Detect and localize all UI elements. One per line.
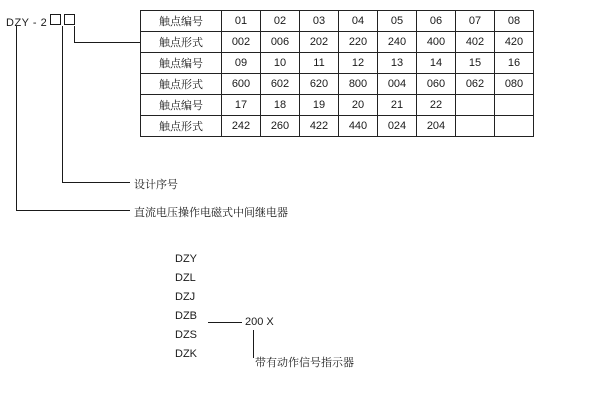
table-cell: 12 bbox=[339, 53, 378, 74]
table-cell bbox=[495, 116, 534, 137]
table-cell: 10 bbox=[261, 53, 300, 74]
leader-line-box2-horizontal bbox=[74, 42, 140, 43]
table-cell: 400 bbox=[417, 32, 456, 53]
table-cell: 004 bbox=[378, 74, 417, 95]
table-cell: 04 bbox=[339, 11, 378, 32]
table-cell: 440 bbox=[339, 116, 378, 137]
table-cell: 240 bbox=[378, 32, 417, 53]
table-cell: 242 bbox=[222, 116, 261, 137]
table-cell: 17 bbox=[222, 95, 261, 116]
table-row bbox=[141, 74, 534, 95]
list-item: DZK bbox=[175, 348, 197, 360]
table-cell: 002 bbox=[222, 32, 261, 53]
list-item: DZL bbox=[175, 272, 196, 284]
table-cell: 060 bbox=[417, 74, 456, 95]
table-cell: 600 bbox=[222, 74, 261, 95]
table-cell: 20 bbox=[339, 95, 378, 116]
leader-line-series-suffix bbox=[208, 322, 242, 323]
table-row bbox=[141, 95, 534, 116]
table-cell: 06 bbox=[417, 11, 456, 32]
row-label: 触点形式 bbox=[141, 116, 222, 137]
table-cell: 602 bbox=[261, 74, 300, 95]
table-cell: 800 bbox=[339, 74, 378, 95]
leader-line-box2-vertical bbox=[74, 26, 75, 42]
leader-line-prefix-vertical bbox=[16, 26, 17, 210]
table-cell: 09 bbox=[222, 53, 261, 74]
table-cell: 422 bbox=[300, 116, 339, 137]
row-label: 触点形式 bbox=[141, 74, 222, 95]
table-cell: 11 bbox=[300, 53, 339, 74]
leader-line-indicator-vertical bbox=[253, 330, 254, 358]
table-row bbox=[141, 32, 534, 53]
table-cell: 18 bbox=[261, 95, 300, 116]
table-cell: 22 bbox=[417, 95, 456, 116]
model-code-prefix: DZY - 2 bbox=[6, 17, 48, 29]
model-code-box-1 bbox=[50, 14, 61, 25]
table-cell: 15 bbox=[456, 53, 495, 74]
list-item: DZJ bbox=[175, 291, 196, 303]
leader-line-design-serial bbox=[62, 182, 130, 183]
list-item: DZB bbox=[175, 310, 197, 322]
table-cell: 402 bbox=[456, 32, 495, 53]
table-cell: 05 bbox=[378, 11, 417, 32]
table-cell bbox=[456, 116, 495, 137]
table-cell: 16 bbox=[495, 53, 534, 74]
table-cell: 08 bbox=[495, 11, 534, 32]
series-list bbox=[175, 250, 197, 364]
table-row bbox=[141, 53, 534, 74]
table-cell: 13 bbox=[378, 53, 417, 74]
table-cell: 01 bbox=[222, 11, 261, 32]
leader-line-relay-description bbox=[16, 210, 130, 211]
row-label: 触点编号 bbox=[141, 53, 222, 74]
table-row bbox=[141, 11, 534, 32]
leader-line-box1-vertical bbox=[62, 26, 63, 182]
contact-table bbox=[140, 10, 534, 137]
design-serial-label: 设计序号 bbox=[134, 179, 178, 191]
table-cell: 006 bbox=[261, 32, 300, 53]
table-cell bbox=[456, 95, 495, 116]
table-cell: 420 bbox=[495, 32, 534, 53]
table-row bbox=[141, 116, 534, 137]
table-cell: 220 bbox=[339, 32, 378, 53]
list-item: DZY bbox=[175, 253, 197, 265]
table-cell: 260 bbox=[261, 116, 300, 137]
table-cell bbox=[495, 95, 534, 116]
table-cell: 14 bbox=[417, 53, 456, 74]
table-cell: 062 bbox=[456, 74, 495, 95]
list-item: DZS bbox=[175, 329, 197, 341]
indicator-note-label: 带有动作信号指示器 bbox=[255, 357, 354, 369]
table-cell: 080 bbox=[495, 74, 534, 95]
row-label: 触点编号 bbox=[141, 11, 222, 32]
table-cell: 19 bbox=[300, 95, 339, 116]
table-cell: 02 bbox=[261, 11, 300, 32]
model-code-box-2 bbox=[64, 14, 75, 25]
row-label: 触点编号 bbox=[141, 95, 222, 116]
table-cell: 620 bbox=[300, 74, 339, 95]
table-cell: 024 bbox=[378, 116, 417, 137]
row-label: 触点形式 bbox=[141, 32, 222, 53]
series-suffix-label: 200 X bbox=[245, 316, 274, 328]
table-cell: 03 bbox=[300, 11, 339, 32]
table-cell: 21 bbox=[378, 95, 417, 116]
relay-description-label: 直流电压操作电磁式中间继电器 bbox=[134, 207, 288, 219]
table-cell: 07 bbox=[456, 11, 495, 32]
table-cell: 204 bbox=[417, 116, 456, 137]
table-cell: 202 bbox=[300, 32, 339, 53]
